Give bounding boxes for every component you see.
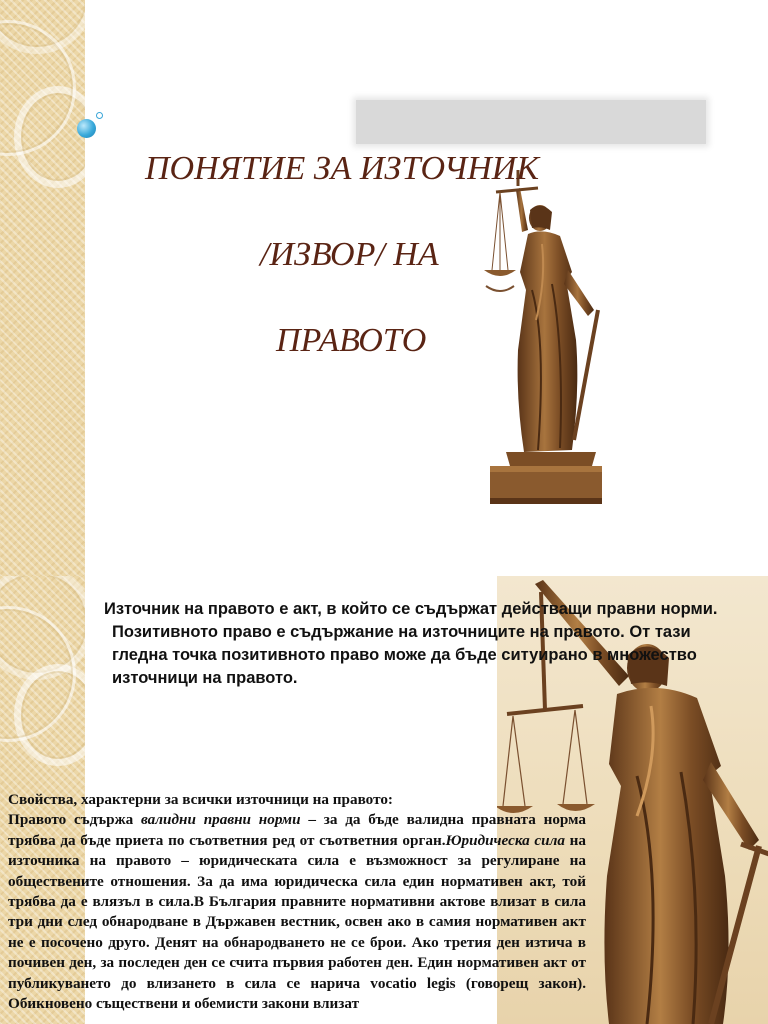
slide-title-line-1: ПОНЯТИЕ ЗА ИЗТОЧНИК (145, 150, 539, 187)
slide-title-line-3: ПРАВОТО (276, 322, 427, 359)
definition-line-3: гледна точка позитивното право може да бъде ситуирано в множество (112, 646, 697, 664)
definition-line-1: Източник на правото е акт, в който се съдържат действащи правни норми. (104, 600, 718, 618)
definition-line-2: Позитивното право е съдържание на източниците на правото. От тази (112, 623, 691, 641)
properties-heading: Свойства, характерни за всички източници на правото: (8, 791, 393, 808)
bubble-decoration (77, 119, 96, 138)
italic-term-valid-norms: валидни правни норми (140, 811, 301, 829)
italic-term-legal-force: Юридическа сила (445, 831, 565, 849)
slide-2 (0, 576, 768, 1024)
properties-text-block (8, 790, 586, 1014)
slide-title-line-2: /ИЗВОР/ НА (260, 236, 439, 273)
definition-line-4: източници на правото. (112, 669, 298, 687)
gray-banner-bar (356, 100, 706, 144)
lady-justice-statue-image (476, 160, 626, 510)
definition-text (104, 598, 764, 690)
decorative-side-strip (0, 0, 85, 576)
paragraph-text: на източника на правото – юридическата сила е възможност за регулиране на обществените отношения. За да има юридическа сила един нормативен акт, той трябва да е влязъл в сила.В България правните нормативни актове влизат в сила три дни след обнародване в Държавен вестник, освен ако в самия нормативен акт не е посочено друго. Денят на обнародването не се брои. Ако третия ден изтича в почивен ден, за последен ден се счита първия работен ден. Един нормативен акт от публикуването до влизането в сила се нарича vocatio legis (говорещ закон). Обикновено съществени и обемисти закони влизат (8, 831, 586, 1013)
paragraph-text: – за да бъде валидна правната норма трябва да бъде приета по съответния ред от съответния орган. (8, 811, 586, 849)
properties-paragraph (8, 810, 586, 1014)
bubble-decoration-small (96, 112, 103, 119)
paragraph-text: Правото съдържа (8, 811, 141, 829)
